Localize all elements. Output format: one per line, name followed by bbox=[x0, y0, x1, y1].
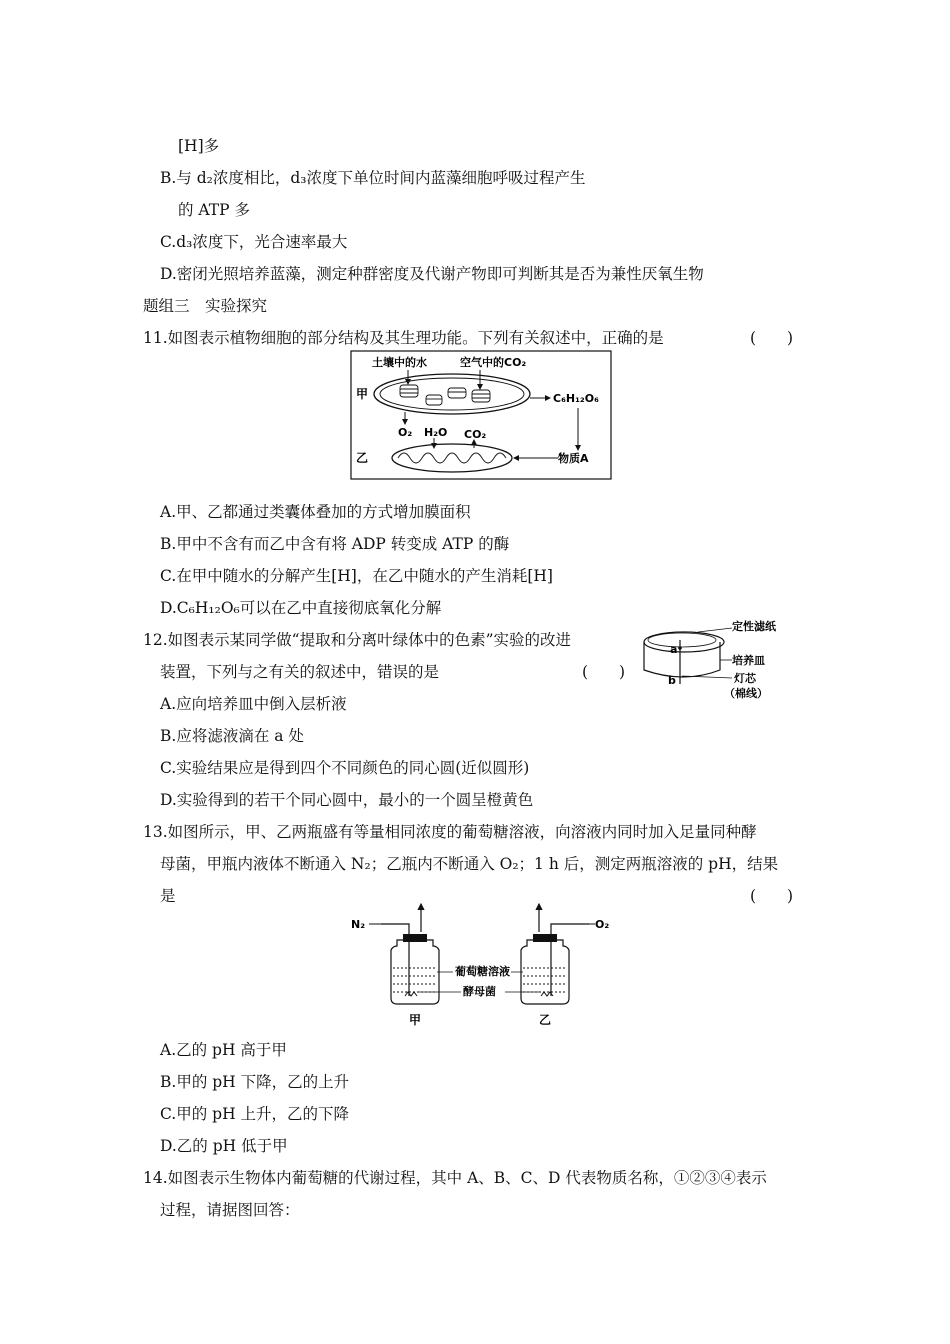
o2-label: O₂ bbox=[398, 426, 413, 439]
q11-stem: 11.如图表示植物细胞的部分结构及其生理功能。下列有关叙述中，正确的是 bbox=[143, 329, 664, 347]
section-title: 题组三 实验探究 bbox=[143, 297, 268, 315]
air-co2-label: 空气中的CO₂ bbox=[460, 356, 527, 369]
co2-label: CO₂ bbox=[464, 428, 487, 441]
dish-label: 培养皿 bbox=[732, 654, 765, 667]
q13-option-b: B.甲的 pH 下降，乙的上升 bbox=[160, 1073, 350, 1091]
grana bbox=[400, 385, 490, 405]
label-yi: 乙 bbox=[539, 1013, 552, 1027]
q13-stem-line3: 是 bbox=[160, 887, 176, 905]
label-yi: 乙 bbox=[356, 451, 369, 465]
bottle-yi bbox=[521, 904, 589, 1004]
filter-paper-label: 定性滤纸 bbox=[732, 620, 776, 633]
label-jia: 甲 bbox=[409, 1013, 422, 1027]
q11-option-b: B.甲中不含有而乙中含有将 ADP 转变成 ATP 的酶 bbox=[160, 535, 510, 553]
q11-option-a: A.甲、乙都通过类囊体叠加的方式增加膜面积 bbox=[160, 503, 471, 521]
q11-option-c: C.在甲中随水的分解产生[H]，在乙中随水的产生消耗[H] bbox=[160, 567, 553, 585]
q13-option-a: A.乙的 pH 高于甲 bbox=[160, 1041, 287, 1059]
option-c: C.d₃浓度下，光合速率最大 bbox=[160, 233, 348, 251]
q13-stem-line1: 13.如图所示，甲、乙两瓶盛有等量相同浓度的葡萄糖溶液，向溶液内同时加入足量同种酵 bbox=[143, 823, 757, 841]
glucose-solution-label: 葡萄糖溶液 bbox=[455, 965, 510, 978]
label-a: a bbox=[670, 643, 678, 656]
q13-stem-line2: 母菌，甲瓶内液体不断通入 N₂；乙瓶内不断通入 O₂；1 h 后，测定两瓶溶液的 pH，结果 bbox=[160, 855, 779, 873]
label-jia: 甲 bbox=[356, 387, 369, 401]
q13-option-c: C.甲的 pH 上升，乙的下降 bbox=[160, 1105, 350, 1123]
q12-stem-line2: 装置，下列与之有关的叙述中，错误的是 bbox=[160, 663, 440, 681]
glucose-label: C₆H₁₂O₆ bbox=[553, 392, 599, 405]
h2o-label: H₂O bbox=[424, 426, 448, 439]
q12-figure bbox=[636, 612, 816, 704]
n2-label: N₂ bbox=[351, 918, 366, 931]
q11-answer-paren: ( ) bbox=[750, 329, 794, 347]
q12-stem-line1: 12.如图表示某同学做“提取和分离叶绿体中的色素”实验的改进 bbox=[143, 631, 572, 649]
option-b-line2: 的 ATP 多 bbox=[178, 201, 250, 219]
q12-option-a: A.应向培养皿中倒入层析液 bbox=[160, 695, 347, 713]
q13-option-d: D.乙的 pH 低于甲 bbox=[160, 1137, 288, 1155]
option-d: D.密闭光照培养蓝藻，测定种群密度及代谢产物即可判断其是否为兼性厌氧生物 bbox=[160, 265, 704, 283]
option-a-tail: [H]多 bbox=[178, 137, 220, 155]
q12-option-b: B.应将滤液滴在 a 处 bbox=[160, 727, 304, 745]
q12-option-d: D.实验得到的若干个同心圆中，最小的一个圆呈橙黄色 bbox=[160, 791, 534, 809]
wick-label: 灯芯 bbox=[734, 672, 756, 685]
cotton-label: （棉线） bbox=[724, 687, 768, 700]
yeast-label: 酵母菌 bbox=[463, 985, 496, 998]
bottle-jia bbox=[381, 904, 439, 1004]
option-b-line1: B.与 d₂浓度相比，d₃浓度下单位时间内蓝藻细胞呼吸过程产生 bbox=[160, 169, 586, 187]
substance-a-label: 物质A bbox=[558, 452, 589, 465]
q13-figure bbox=[345, 902, 610, 1030]
q12-option-c: C.实验结果应是得到四个不同颜色的同心圆(近似圆形) bbox=[160, 759, 530, 777]
q14-stem-line2: 过程，请据图回答： bbox=[160, 1201, 300, 1219]
label-b: b bbox=[668, 674, 676, 687]
q11-figure bbox=[350, 350, 612, 480]
o2-label: O₂ bbox=[595, 918, 610, 931]
q12-answer-paren: ( ) bbox=[582, 663, 626, 681]
soil-water-label: 土壤中的水 bbox=[372, 356, 427, 369]
q13-answer-paren: ( ) bbox=[750, 887, 794, 905]
q14-stem-line1: 14.如图表示生物体内葡萄糖的代谢过程，其中 A、B、C、D 代表物质名称，①②③④表示 bbox=[143, 1169, 767, 1187]
q11-option-d: D.C₆H₁₂O₆可以在乙中直接彻底氧化分解 bbox=[160, 599, 442, 617]
